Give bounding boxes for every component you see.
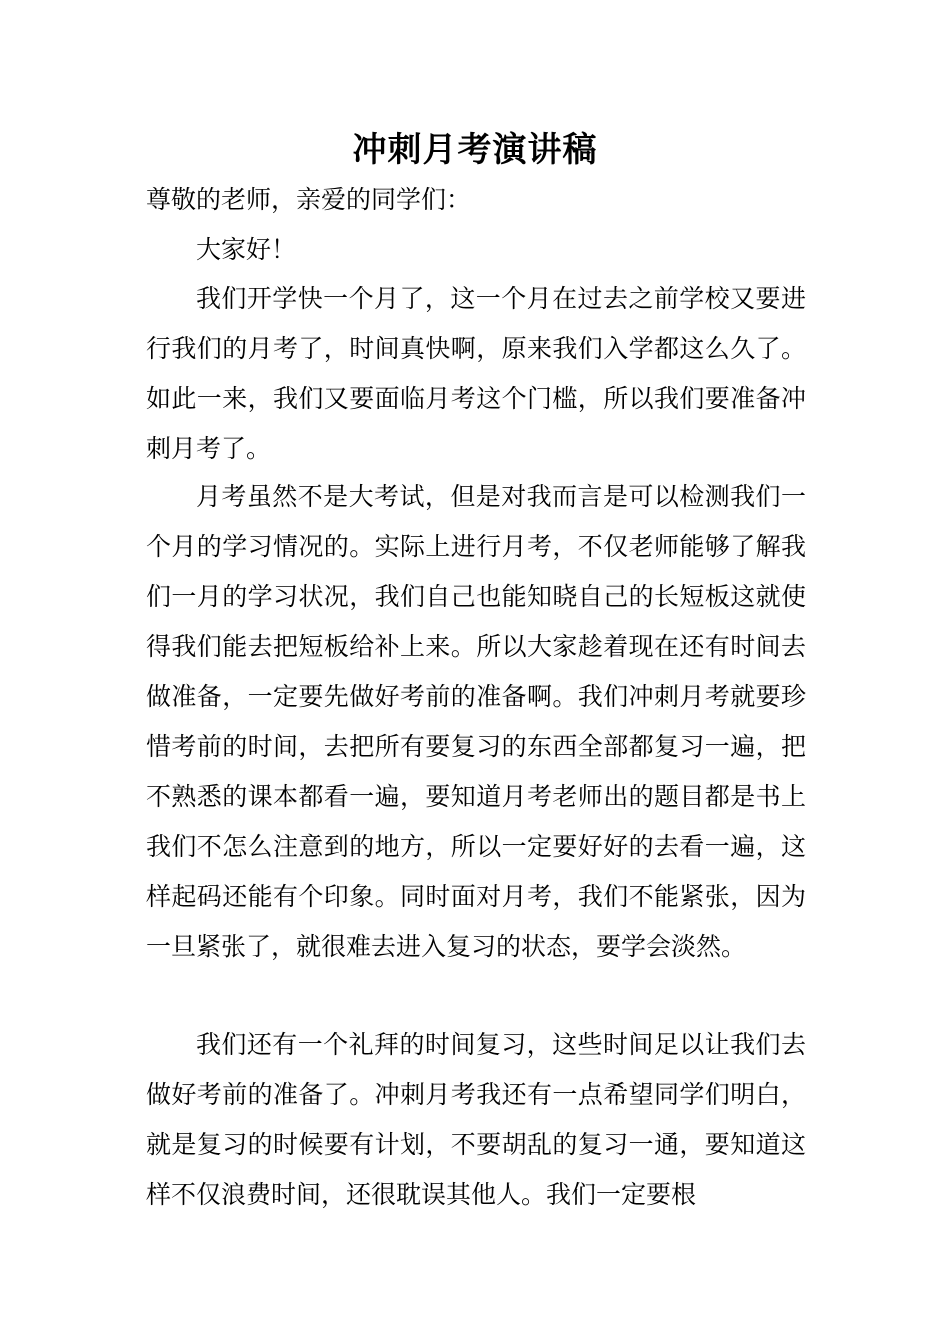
- paragraph-2: 月考虽然不是大考试，但是对我而言是可以检测我们一个月的学习情况的。实际上进行月考，不仅老师能够了解我们一月的学习状况，我们自己也能知晓自己的长短板这就使得我们能去把短板给补上来。所以大家趁着现在还有时间去做准备，一定要先做好考前的准备啊。我们冲刺月考就要珍惜考前的时间，去把所有要复习的东西全部都复习一遍，把不熟悉的课本都看一遍，要知道月考老师出的题目都是书上我们不怎么注意到的地方，所以一定要好好的去看一遍，这样起码还能有个印象。同时面对月考，我们不能紧张，因为一旦紧张了，就很难去进入复习的状态，要学会淡然。: [146, 482, 806, 961]
- document-title: 冲刺月考演讲稿: [352, 130, 598, 170]
- opening-greeting: 大家好！: [196, 235, 297, 264]
- paragraph-3: 我们还有一个礼拜的时间复习，这些时间足以让我们去做好考前的准备了。冲刺月考我还有一点希望同学们明白，就是复习的时候要有计划，不要胡乱的复习一通，要知道这样不仅浪费时间，还很耽误其他人。我们一定要根: [146, 1030, 806, 1209]
- paragraph-1: 我们开学快一个月了，这一个月在过去之前学校又要进行我们的月考了，时间真快啊，原来我们入学都这么久了。如此一来，我们又要面临月考这个门槛，所以我们要准备冲刺月考了。: [146, 284, 806, 463]
- salutation: 尊敬的老师，亲爱的同学们：: [146, 185, 472, 214]
